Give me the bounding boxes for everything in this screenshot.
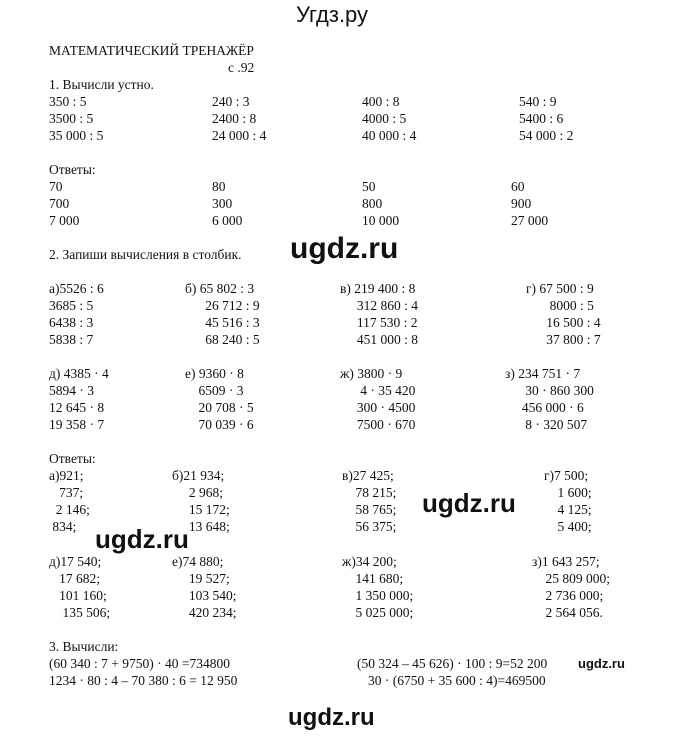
task3-expression-4: 30 · (6750 + 35 600 : 4)=469500 bbox=[368, 673, 546, 688]
answer: 737; bbox=[49, 485, 84, 500]
task2-division-column-g bbox=[526, 280, 601, 348]
task2-answers-column-a bbox=[49, 467, 90, 535]
expression: ж) 3800 · 9 bbox=[340, 366, 403, 381]
answer: 70 bbox=[49, 179, 63, 194]
expression: 3500 : 5 bbox=[49, 111, 94, 126]
watermark-mid-right: ugdz.ru bbox=[422, 488, 516, 518]
expression: 45 516 : 3 bbox=[185, 315, 260, 330]
expression: 40 000 : 4 bbox=[362, 128, 417, 143]
expression: д) 4385 · 4 bbox=[49, 366, 109, 381]
page-reference: с .92 bbox=[228, 60, 255, 75]
answer: 2 146; bbox=[49, 502, 90, 517]
expression: 6438 : 3 bbox=[49, 315, 94, 330]
answer: 58 765; bbox=[342, 502, 397, 517]
task2-division-column-a bbox=[49, 280, 104, 348]
answer: 103 540; bbox=[172, 588, 237, 603]
expression: 16 500 : 4 bbox=[526, 315, 601, 330]
expression: г) 67 500 : 9 bbox=[526, 281, 594, 296]
expression: 8 · 320 507 bbox=[505, 417, 588, 432]
task3-expression-2: (50 324 – 45 626) · 100 : 9=52 200 bbox=[357, 656, 548, 671]
watermark-footer: ugdz.ru bbox=[288, 704, 375, 731]
page-title: МАТЕМАТИЧЕСКИЙ ТРЕНАЖЁР bbox=[49, 43, 254, 58]
expression: е) 9360 · 8 bbox=[185, 366, 244, 381]
answer: 1 600; bbox=[544, 485, 592, 500]
answer: 101 160; bbox=[49, 588, 107, 603]
task2-answers-column-v bbox=[342, 467, 396, 535]
expression: 70 039 · 6 bbox=[185, 417, 254, 432]
expression: 30 · 860 300 bbox=[505, 383, 594, 398]
answer: 2 736 000; bbox=[532, 588, 604, 603]
task2-answers-column-g bbox=[544, 467, 592, 535]
expression: 5400 : 6 bbox=[519, 111, 564, 126]
expression: 312 860 : 4 bbox=[340, 298, 419, 313]
answer: 27 000 bbox=[511, 213, 549, 228]
task1-answers-column-3 bbox=[362, 178, 399, 229]
answer: ж)34 200; bbox=[342, 554, 397, 569]
answer: 420 234; bbox=[172, 605, 237, 620]
answer: 2 564 056. bbox=[532, 605, 603, 620]
task2-division-column-b bbox=[185, 280, 260, 348]
task1-heading: 1. Вычисли устно. bbox=[49, 77, 154, 92]
expression: 54 000 : 2 bbox=[519, 128, 574, 143]
expression: 6509 · 3 bbox=[185, 383, 244, 398]
answer: 60 bbox=[511, 179, 525, 194]
task2-multiplication-column-d bbox=[49, 365, 109, 433]
task2-heading: 2. Запиши вычисления в столбик. bbox=[49, 247, 242, 262]
expression: 540 : 9 bbox=[519, 94, 557, 109]
answer: 135 506; bbox=[49, 605, 111, 620]
answer: 19 527; bbox=[172, 571, 230, 586]
task1-answers-label: Ответы: bbox=[49, 162, 96, 177]
task2-answers-column-z bbox=[532, 553, 610, 621]
expression: б) 65 802 : 3 bbox=[185, 281, 255, 296]
task2-answers-column-d bbox=[49, 553, 110, 621]
expression: 37 800 : 7 bbox=[526, 332, 601, 347]
expression: 26 712 : 9 bbox=[185, 298, 260, 313]
task2-answers-label: Ответы: bbox=[49, 451, 96, 466]
answer: 2 968; bbox=[172, 485, 224, 500]
task2-multiplication-column-e bbox=[185, 365, 254, 433]
expression: 451 000 : 8 bbox=[340, 332, 419, 347]
expression: 117 530 : 2 bbox=[340, 315, 418, 330]
task1-answers-column-1 bbox=[49, 178, 79, 229]
expression: 5838 : 7 bbox=[49, 332, 94, 347]
expression: 19 358 · 7 bbox=[49, 417, 105, 432]
task1-column-2 bbox=[212, 93, 266, 144]
answer: 4 125; bbox=[544, 502, 592, 517]
task2-division-column-v bbox=[340, 280, 418, 348]
expression: 7500 · 670 bbox=[340, 417, 416, 432]
expression: 2400 : 8 bbox=[212, 111, 257, 126]
expression: 300 · 4500 bbox=[340, 400, 416, 415]
answer: 50 bbox=[362, 179, 376, 194]
expression: 35 000 : 5 bbox=[49, 128, 104, 143]
expression: 68 240 : 5 bbox=[185, 332, 260, 347]
answer: 7 000 bbox=[49, 213, 80, 228]
task1-column-4 bbox=[519, 93, 573, 144]
task1-column-3 bbox=[362, 93, 416, 144]
task2-answers-column-zh bbox=[342, 553, 413, 621]
task2-multiplication-column-zh bbox=[340, 365, 415, 433]
task3-expression-3: 1234 · 80 : 4 – 70 380 : 6 = 12 950 bbox=[49, 673, 238, 688]
site-header: Угдз.ру bbox=[296, 2, 369, 27]
answer: 700 bbox=[49, 196, 70, 211]
answer: г)7 500; bbox=[544, 468, 589, 483]
answer: 5 400; bbox=[544, 519, 592, 534]
answer: 1 350 000; bbox=[342, 588, 414, 603]
answer: 17 682; bbox=[49, 571, 101, 586]
answer: 78 215; bbox=[342, 485, 397, 500]
expression: 5894 · 3 bbox=[49, 383, 94, 398]
watermark-main: ugdz.ru bbox=[290, 232, 399, 265]
task1-answers-column-2 bbox=[212, 178, 242, 229]
answer: 834; bbox=[49, 519, 77, 534]
answer: 900 bbox=[511, 196, 532, 211]
answer: д)17 540; bbox=[49, 554, 102, 569]
expression: 350 : 5 bbox=[49, 94, 87, 109]
answer: 25 809 000; bbox=[532, 571, 611, 586]
task1-answers-column-4 bbox=[511, 178, 548, 229]
task1-column-1 bbox=[49, 93, 103, 144]
expression: а)5526 : 6 bbox=[49, 281, 104, 296]
answer: 800 bbox=[362, 196, 383, 211]
answer: 141 680; bbox=[342, 571, 404, 586]
answer: 15 172; bbox=[172, 502, 230, 517]
task3-heading: 3. Вычисли: bbox=[49, 639, 119, 654]
watermark-mid-left: ugdz.ru bbox=[95, 524, 189, 554]
expression: з) 234 751 · 7 bbox=[505, 366, 581, 381]
expression: 4 · 35 420 bbox=[340, 383, 416, 398]
expression: 20 708 · 5 bbox=[185, 400, 254, 415]
answer: 300 bbox=[212, 196, 233, 211]
answer: в)27 425; bbox=[342, 468, 394, 483]
answer: 80 bbox=[212, 179, 226, 194]
task3-expression-1: (60 340 : 7 + 9750) · 40 =734800 bbox=[49, 656, 230, 671]
task2-answers-column-e bbox=[172, 553, 237, 621]
expression: 12 645 · 8 bbox=[49, 400, 105, 415]
answer: 5 025 000; bbox=[342, 605, 414, 620]
answer: 56 375; bbox=[342, 519, 397, 534]
expression: 3685 : 5 bbox=[49, 298, 94, 313]
expression: 24 000 : 4 bbox=[212, 128, 267, 143]
answer: 10 000 bbox=[362, 213, 400, 228]
watermark-small: ugdz.ru bbox=[578, 656, 625, 671]
answer: з)1 643 257; bbox=[532, 554, 600, 569]
answer: е)74 880; bbox=[172, 554, 224, 569]
expression: в) 219 400 : 8 bbox=[340, 281, 416, 296]
answer: 6 000 bbox=[212, 213, 243, 228]
answer: б)21 934; bbox=[172, 468, 225, 483]
task2-multiplication-column-z bbox=[505, 365, 594, 433]
expression: 4000 : 5 bbox=[362, 111, 407, 126]
answer: 13 648; bbox=[172, 519, 230, 534]
expression: 240 : 3 bbox=[212, 94, 250, 109]
expression: 456 000 · 6 bbox=[505, 400, 584, 415]
expression: 8000 : 5 bbox=[526, 298, 594, 313]
answer: а)921; bbox=[49, 468, 84, 483]
expression: 400 : 8 bbox=[362, 94, 400, 109]
